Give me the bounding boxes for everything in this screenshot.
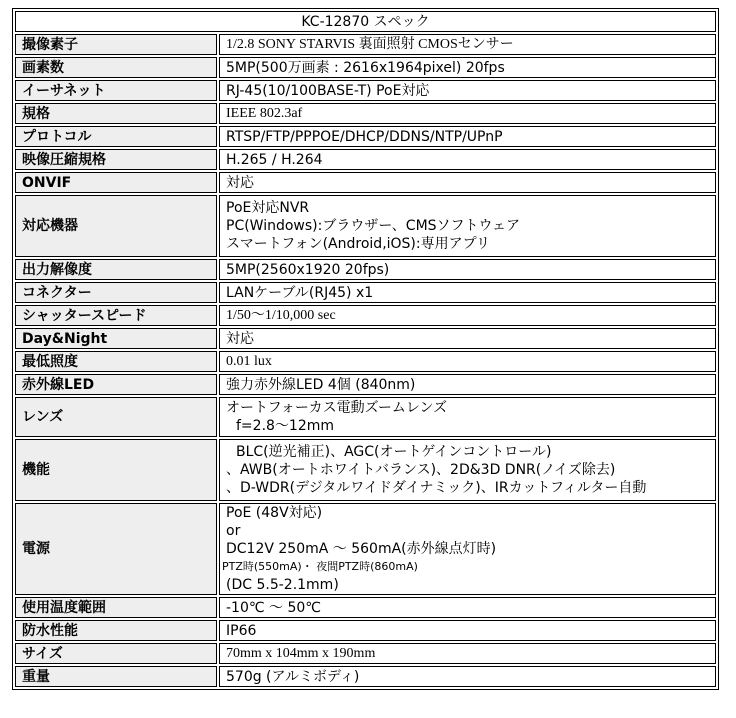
row-label: 出力解像度: [15, 259, 217, 280]
row-label: プロトコル: [15, 126, 217, 147]
value-line: f=2.8～12mm: [236, 418, 335, 434]
table-title-row: [15, 11, 716, 32]
row-label: ONVIF: [15, 172, 217, 193]
row-label: シャッタースピード: [15, 305, 217, 326]
table-row: [15, 374, 716, 395]
row-label: 重量: [15, 666, 217, 687]
row-value: IEEE 802.3af: [219, 103, 716, 124]
row-value: IP66: [219, 620, 716, 641]
row-value: -10℃ ～ 50℃: [219, 597, 716, 618]
table-row: [15, 305, 716, 326]
row-label: 防水性能: [15, 620, 217, 641]
table-row: [15, 57, 716, 78]
row-label: 使用温度範囲: [15, 597, 217, 618]
table-row: [15, 259, 716, 280]
row-value: 1/2.8 SONY STARVIS 裏面照射 CMOSセンサー: [219, 34, 716, 55]
row-label: コネクター: [15, 282, 217, 303]
table-row: [15, 597, 716, 618]
value-line: オートフォーカス電動ズームレンズ: [226, 400, 448, 416]
row-value: 0.01 lux: [219, 351, 716, 372]
row-value: [219, 439, 716, 501]
table-row: [15, 103, 716, 124]
table-row: [15, 620, 716, 641]
value-line: スマートフォン(Android,iOS):専用アプリ: [226, 236, 491, 252]
value-line: PoE (48V対応): [226, 505, 323, 521]
row-label: 規格: [15, 103, 217, 124]
table-row: [15, 282, 716, 303]
row-label: 機能: [15, 439, 217, 501]
row-value: 対応: [219, 172, 716, 193]
table-row: [15, 34, 716, 55]
row-value: 強力赤外線LED 4個 (840nm): [219, 374, 716, 395]
value-line: DC12V 250mA ～ 560mA(赤外線点灯時): [226, 541, 497, 557]
table-row: [15, 397, 716, 437]
table-row: [15, 328, 716, 349]
value-line: PoE対応NVR: [226, 200, 310, 216]
row-label: 画素数: [15, 57, 217, 78]
table-row: [15, 126, 716, 147]
table-row: [15, 80, 716, 101]
value-line: or: [226, 523, 241, 539]
row-value: RJ-45(10/100BASE-T) PoE対応: [219, 80, 716, 101]
table-row: [15, 172, 716, 193]
row-label: 撮像素子: [15, 34, 217, 55]
row-label: サイズ: [15, 643, 217, 664]
row-value: 570g (アルミボディ): [219, 666, 716, 687]
table-row: [15, 666, 716, 687]
table-row: [15, 195, 716, 257]
row-label: 赤外線LED: [15, 374, 217, 395]
table-row: [15, 149, 716, 170]
value-line: PTZ時(550mA)・ 夜間PTZ時(860mA): [222, 560, 418, 573]
row-label: 最低照度: [15, 351, 217, 372]
row-value: 5MP(2560x1920 20fps): [219, 259, 716, 280]
row-value: LANケーブル(RJ45) x1: [219, 282, 716, 303]
spec-table: [12, 8, 719, 690]
row-value: 70mm x 104mm x 190mm: [219, 643, 716, 664]
table-row: [15, 643, 716, 664]
row-label: 対応機器: [15, 195, 217, 257]
row-value: 対応: [219, 328, 716, 349]
row-value: RTSP/FTP/PPPOE/DHCP/DDNS/NTP/UPnP: [219, 126, 716, 147]
value-line: PC(Windows):ブラウザー、CMSソフトウェア: [226, 218, 520, 234]
row-value: [219, 397, 716, 437]
table-row: [15, 503, 716, 595]
row-value: 1/50～1/10,000 sec: [219, 305, 716, 326]
row-label: イーサネット: [15, 80, 217, 101]
value-line: 、D-WDR(デジタルワイドダイナミック)、IRカットフィルター自動: [226, 480, 647, 496]
spec-table-container: [12, 8, 719, 690]
row-value: H.265 / H.264: [219, 149, 716, 170]
row-label: 映像圧縮規格: [15, 149, 217, 170]
table-row: [15, 351, 716, 372]
row-value: 5MP(500万画素 : 2616x1964pixel) 20fps: [219, 57, 716, 78]
table-row: [15, 439, 716, 501]
row-value: [219, 503, 716, 595]
value-line: (DC 5.5-2.1mm): [226, 577, 339, 593]
row-value: [219, 195, 716, 257]
row-label: 電源: [15, 503, 217, 595]
row-label: Day&Night: [15, 328, 217, 349]
row-label: レンズ: [15, 397, 217, 437]
table-title: KC-12870 スペック: [15, 11, 716, 32]
value-line: BLC(逆光補正)、AGC(オートゲインコントロール): [236, 444, 552, 460]
value-line: 、AWB(オートホワイトバランス)、2D&3D DNR(ノイズ除去): [226, 462, 616, 478]
